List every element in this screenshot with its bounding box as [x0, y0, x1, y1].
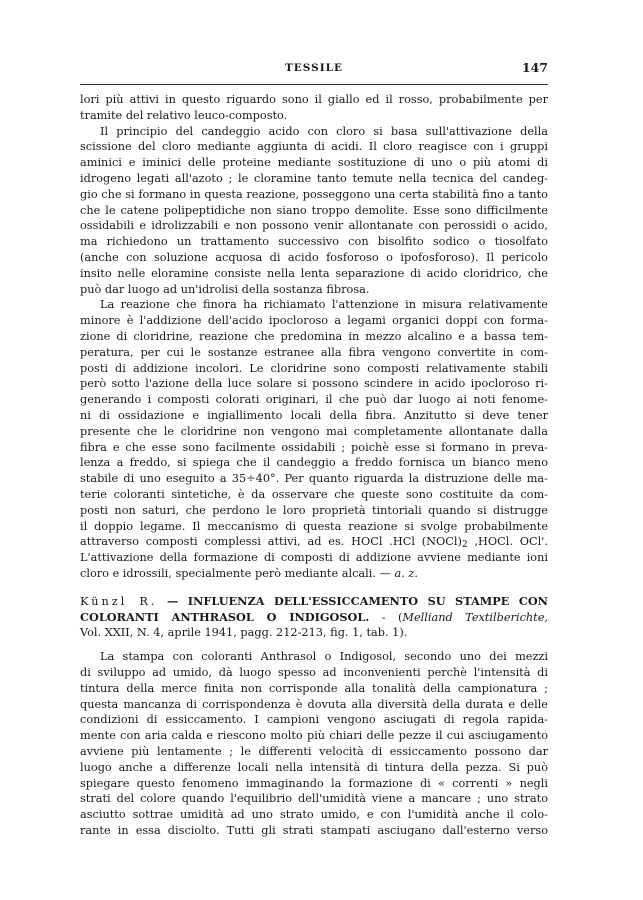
text-line: posti non saturi, che perdono le loro proprietà tintoriali quando si distrugge [80, 503, 548, 517]
text-line: scissione del cloro mediante aggiunta di acidi. Il cloro reagisce con i gruppi [80, 140, 548, 154]
text-line: strati del colore quando l'equilibrio dell'umidità viene a mancare ; uno strato [80, 792, 548, 806]
text-line-content: cloro e idrossili, specialmente però mediante alcali. — [80, 567, 395, 580]
text-line: insito nelle eloramine consiste nella lenta separazione di acido cloridrico, che [80, 266, 548, 280]
text-line: idrogeno legati all'azoto ; le cloramine tanto temute nella tecnica del candeg- [80, 172, 548, 185]
page-header [80, 62, 548, 80]
text-line: (anche con soluzione acquosa di acido fosforoso o ipofosforoso). Il pericolo [80, 251, 548, 264]
text-line: mente con aria calda e riescono molto più chiari delle pezze il cui asciugamento [80, 729, 548, 743]
text-line: può dar luogo ad un'idrolisi della sostanza fibrosa. [80, 282, 370, 296]
text-line [80, 566, 548, 581]
running-title: TESSILE [284, 62, 344, 74]
signature: a. z. [394, 567, 418, 580]
text-line: ma richiedono un trattamento successivo con bisolfito sodico o tiosolfato [80, 235, 548, 249]
text-line: tintura della merce finita non corrisponde alla tonalità della campionatura ; [80, 681, 548, 695]
text-line: di sviluppo ad umido, dà luogo spesso ad inconvenienti perchè l'intensità di [80, 666, 548, 679]
text-line: ossidabili e idrolizzabili e non possono venir allontanate con perossidi o acido, [80, 219, 548, 233]
text-line: zione di cloridrine, reazione che predomina in mezzo alcalino e a bassa tem- [80, 330, 548, 343]
text-line: lori più attivi in questo riguardo sono il giallo ed il rosso, probabilmente per [80, 93, 548, 106]
journal-name: Melliand Textilberichte, [402, 610, 548, 624]
formula-text: attraverso composti complessi attivi, ad es. HOCl .HCl (NOCl) [80, 535, 462, 549]
text-line: rante in essa disciolto. Tutti gli strati stampati asciugano dall'esterno verso [80, 824, 548, 837]
text-line: lenza a freddo, si spiega che il candeggio a freddo fornisca un bianco meno [80, 456, 548, 470]
text-line: il doppio legame. Il meccanismo di questa reazione si svolge probabilmente [80, 519, 548, 533]
text-line: La reazione che finora ha richiamato l'attenzione in misura relativamente [100, 298, 548, 312]
text-line: aminici e iminici delle proteine mediante sostituzione di uno o più atomi di [80, 156, 548, 170]
page-number: 147 [521, 60, 548, 75]
text-line: L'attivazione della formazione di composti di addizione avviene mediante ioni [80, 551, 548, 565]
text-line: posti di addizione incolori. Le cloridrine sono composti relativamente stabili [80, 361, 548, 375]
text-line: che le catene polipeptidiche non siano troppo demolite. Esse sono difficilmente [80, 203, 548, 217]
text-line: tramite del relativo leuco-composto. [80, 108, 288, 122]
text-line: generando i composti colorati originari, il che può dar luogo ai noti fenome- [80, 393, 548, 407]
text-line: peratura, per cui le sostanze estranee alla fibra vengono convertite in com- [80, 345, 548, 359]
formula-subscript: 2 [461, 540, 468, 551]
source-separator: - ( [369, 610, 403, 624]
text-line: stabile di uno eseguito a 35÷40°. Per quanto riguarda la distruzione delle ma- [80, 472, 548, 486]
text-line: gio che si formano in questa reazione, posseggono una certa stabilità fino a tanto [80, 187, 548, 201]
text-line: avviene più lentamente ; le differenti velocità di essiccamento possono dar [80, 745, 548, 758]
text-line: asciutto sottrae umidità ad uno strato umido, e con l'umidità anche il colo- [80, 808, 548, 822]
text-line: La stampa con coloranti Anthrasol o Indigosol, secondo uno dei mezzi [100, 650, 548, 664]
article-title-part2: COLORANTI ANTHRASOL O INDIGOSOL. [80, 609, 370, 624]
text-line: spiegare questo fenomeno immaginando la formazione di « correnti » negli [80, 776, 548, 790]
text-line: condizioni di essiccamento. I campioni vengono asciugati di regola rapida- [80, 713, 548, 727]
article-title-part1: — INFLUENZA DELL'ESSICCAMENTO SU STAMPE CON [157, 593, 548, 608]
citation-line: Vol. XXII, N. 4, aprile 1941, pagg. 212-213, fig. 1, tab. 1). [80, 626, 408, 640]
formula-tail: ,HOCl. OCl'. [467, 535, 548, 549]
header-rule [80, 84, 548, 85]
text-line: presente che le cloridrine non vengono mai completamente allontanate dalla [80, 424, 548, 438]
text-line: fibra e che esse sono facilmente ossidabili ; poichè esse si formano in preva- [80, 440, 548, 454]
text-line: Il principio del candeggio acido con cloro si basa sull'attivazione della [100, 124, 548, 138]
article-author: Künzl R. [80, 594, 158, 608]
article-heading-line1 [80, 594, 548, 609]
text-line: questa mancanza di corrispondenza è dovuta alla diversità della durata e delle [80, 697, 548, 711]
text-line: luogo anche a differenze locali nella intensità di tintura della pezza. Si può [80, 760, 548, 774]
article-heading-line2 [80, 610, 548, 625]
text-line: ni di ossidazione e ingiallimento locali della fibra. Anzitutto si deve tener [80, 409, 548, 422]
text-line: però sotto l'azione della luce solare si possono scindere in acido ipocloroso ri- [80, 377, 548, 391]
text-line: terie coloranti sintetiche, è da osservare che queste sono costituite da com- [80, 488, 548, 501]
text-line: minore è l'addizione dell'acido ipocloroso a legami organici doppi con forma- [80, 314, 548, 328]
